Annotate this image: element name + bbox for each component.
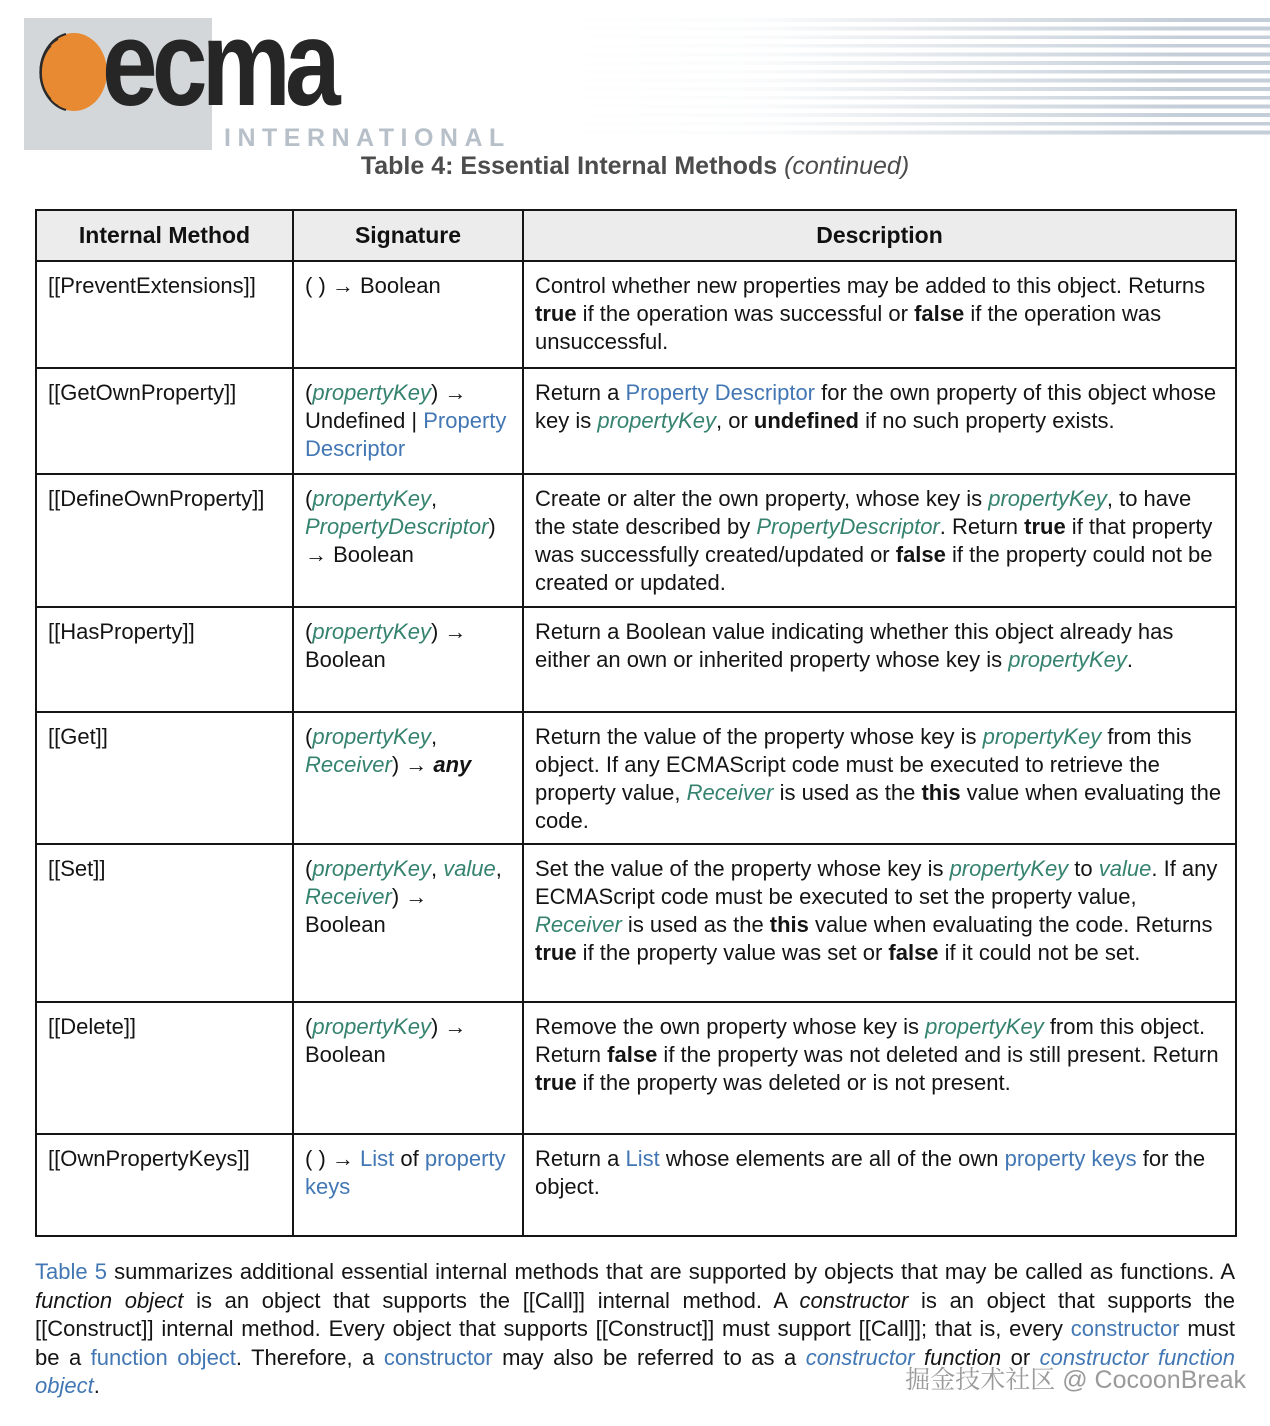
text-segment: . Therefore, a xyxy=(235,1344,384,1370)
text-segment: if it could not be set. xyxy=(938,940,1141,965)
cell-signature xyxy=(293,261,523,368)
spec-link[interactable]: List xyxy=(625,1146,660,1171)
text-segment: propertyKey xyxy=(312,619,431,644)
ecma-logo-globe-icon xyxy=(36,30,110,119)
cell-internal-method: [[HasProperty]] xyxy=(36,607,293,712)
text-segment: false xyxy=(607,1042,658,1067)
spec-link[interactable]: property keys xyxy=(305,1146,506,1199)
column-header-signature: Signature xyxy=(293,210,523,261)
text-segment: propertyKey xyxy=(949,856,1069,881)
text-segment: if the operation was successful or xyxy=(576,301,915,326)
text-segment: Create or alter the own property, whose key is xyxy=(535,486,989,511)
cell-description xyxy=(523,607,1236,712)
table-caption-title: Table 4: Essential Internal Methods xyxy=(360,152,778,180)
watermark: 掘金技术社区 @ CocoonBreak xyxy=(905,1366,1246,1394)
text-segment: Set the value of the property whose key is xyxy=(535,856,950,881)
cell-description xyxy=(523,474,1236,607)
text-segment: this xyxy=(921,780,961,805)
page-header xyxy=(0,0,1270,209)
text-segment: , to have the state described by xyxy=(535,486,1192,539)
text-segment: of xyxy=(394,1146,425,1171)
table-row xyxy=(36,368,1236,474)
spec-link[interactable]: constructor xyxy=(383,1344,493,1370)
table-row xyxy=(36,607,1236,712)
text-segment: is an object that supports the [[Call]] internal method. A xyxy=(183,1287,800,1313)
spec-link[interactable]: constructor xyxy=(805,1344,915,1370)
text-segment: if the property could not be created or updated. xyxy=(535,542,1213,595)
text-segment: summarizes additional essential internal methods that are supported by objects that may be called as functions. A xyxy=(106,1259,1235,1284)
text-segment: propertyKey xyxy=(312,1014,431,1039)
text-segment: ( xyxy=(305,619,313,644)
text-segment: undefined xyxy=(753,408,859,433)
text-segment: value when evaluating the code. Returns xyxy=(808,912,1213,937)
cell-internal-method: [[DefineOwnProperty]] xyxy=(36,474,293,607)
cell-signature xyxy=(293,1002,523,1134)
text-segment: , xyxy=(495,856,502,881)
table-row xyxy=(36,474,1236,607)
text-segment: if the operation was unsuccessful. xyxy=(535,301,1162,354)
text-segment: false xyxy=(914,301,965,326)
cell-internal-method: [[GetOwnProperty]] xyxy=(36,368,293,474)
text-segment: , or xyxy=(715,408,754,433)
text-segment: . xyxy=(93,1373,100,1398)
text-segment: this xyxy=(769,912,809,937)
text-segment: Receiver xyxy=(305,752,392,777)
text-segment: may also be referred to as a xyxy=(492,1344,806,1370)
text-segment: Remove the own property whose key is xyxy=(535,1014,926,1039)
text-segment: if the property was not deleted and is still present. Return xyxy=(657,1042,1219,1067)
text-segment: propertyKey xyxy=(312,724,431,749)
text-segment: propertyKey xyxy=(982,724,1102,749)
cell-internal-method: [[PreventExtensions]] xyxy=(36,261,293,368)
text-segment: ) → Undefined | xyxy=(305,380,467,433)
cell-description xyxy=(523,1002,1236,1134)
cell-description xyxy=(523,368,1236,474)
spec-link[interactable]: Property Descriptor xyxy=(625,380,816,405)
spec-link[interactable]: function object xyxy=(90,1344,236,1370)
text-segment: is used as the xyxy=(773,780,922,805)
text-segment: propertyKey xyxy=(312,486,431,511)
text-segment: Receiver xyxy=(535,912,622,937)
text-segment: if that property was successfully created/updated or xyxy=(535,514,1213,567)
spec-link[interactable]: constructor xyxy=(1070,1316,1180,1341)
cell-signature xyxy=(293,368,523,474)
cell-internal-method: [[OwnPropertyKeys]] xyxy=(36,1134,293,1236)
text-segment: true xyxy=(535,940,577,965)
text-segment: ) → Boolean xyxy=(305,884,428,937)
table-row xyxy=(36,712,1236,844)
text-segment: if the property was deleted or is not present. xyxy=(576,1070,1011,1095)
cell-signature xyxy=(293,844,523,1002)
text-segment: for the object. xyxy=(535,1146,1206,1199)
text-segment: is an object that supports the [[Construct]] internal method. Every object that supports [[Construct]] must support [[Call]]; that is, every xyxy=(35,1287,1236,1341)
text-segment: or xyxy=(1001,1344,1040,1370)
text-segment: true xyxy=(535,301,577,326)
text-segment: true xyxy=(535,1070,577,1095)
text-segment: Receiver xyxy=(686,780,774,805)
text-segment: , xyxy=(430,856,444,881)
decorative-stripes xyxy=(565,18,1270,139)
table-row xyxy=(36,844,1236,1002)
text-segment: ( ) → Boolean xyxy=(305,273,441,298)
text-segment: ( xyxy=(305,1014,313,1039)
text-segment: from this object. Return xyxy=(535,1014,1206,1067)
ecma-logo-subtitle: INTERNATIONAL xyxy=(224,124,511,152)
text-segment: propertyKey xyxy=(312,380,431,405)
cell-internal-method: [[Get]] xyxy=(36,712,293,844)
internal-methods-table xyxy=(35,209,1237,1237)
text-segment: , xyxy=(430,724,438,749)
text-segment: ( xyxy=(305,380,313,405)
text-segment: if no such property exists. xyxy=(859,408,1115,433)
ecma-logo-wordmark: ecma xyxy=(102,0,335,131)
table-header-row xyxy=(36,210,1236,261)
text-segment: Return a Boolean value indicating whether this object already has either an own or inherited property whose key is xyxy=(535,619,1174,672)
text-segment: ) → Boolean xyxy=(305,619,467,672)
text-segment: . xyxy=(1126,647,1133,672)
cell-description xyxy=(523,261,1236,368)
text-segment: must be a xyxy=(35,1316,1235,1370)
text-segment: ( xyxy=(305,486,313,511)
text-segment: ) → Boolean xyxy=(305,514,496,567)
text-segment: propertyKey xyxy=(1008,647,1127,672)
text-segment: ) → Boolean xyxy=(305,1014,467,1067)
cell-signature xyxy=(293,607,523,712)
text-segment: propertyKey xyxy=(988,486,1107,511)
cell-internal-method: [[Set]] xyxy=(36,844,293,1002)
table-caption-continued: (continued) xyxy=(777,152,910,180)
cell-signature xyxy=(293,474,523,607)
text-segment: Receiver xyxy=(305,884,392,909)
cell-signature xyxy=(293,1134,523,1236)
text-segment: PropertyDescriptor xyxy=(305,514,489,539)
column-header-internal-method: Internal Method xyxy=(36,210,293,261)
text-segment: ( ) → xyxy=(305,1146,360,1171)
text-segment: ) → xyxy=(391,752,434,777)
text-segment: ( xyxy=(305,856,313,881)
text-segment: propertyKey xyxy=(925,1014,1044,1039)
text-segment: true xyxy=(1024,514,1066,539)
text-segment: value xyxy=(1098,856,1152,881)
text-segment: propertyKey xyxy=(597,408,716,433)
text-segment: propertyKey xyxy=(312,856,431,881)
text-segment: whose elements are all of the own xyxy=(659,1146,1005,1171)
text-segment: for the own property of this object whose key is xyxy=(535,380,1217,433)
cell-description xyxy=(523,712,1236,844)
text-segment: if the property value was set or xyxy=(576,940,889,965)
spec-link[interactable]: List xyxy=(360,1146,395,1171)
table-caption xyxy=(0,152,1270,181)
text-segment: , xyxy=(430,486,438,511)
cell-description xyxy=(523,1134,1236,1236)
cell-internal-method: [[Delete]] xyxy=(36,1002,293,1134)
text-segment: constructor xyxy=(799,1287,909,1313)
text-segment: false xyxy=(888,940,939,965)
text-segment: is used as the xyxy=(621,912,770,937)
text-segment: . Return xyxy=(939,514,1025,539)
spec-link[interactable]: Property Descriptor xyxy=(305,408,507,461)
text-segment: function xyxy=(914,1344,1002,1370)
text-segment: any xyxy=(433,752,472,777)
column-header-description: Description xyxy=(523,210,1236,261)
table-row xyxy=(36,261,1236,368)
text-segment: from this object. If any ECMAScript code must be executed to retrieve the property value, xyxy=(535,724,1192,805)
spec-link[interactable]: property keys xyxy=(1004,1146,1137,1171)
table-row xyxy=(36,1002,1236,1134)
text-segment: . If any ECMAScript code must be executed to set the property value, xyxy=(535,856,1218,909)
text-segment: ( xyxy=(305,724,313,749)
text-segment: Return the value of the property whose key is xyxy=(535,724,983,749)
text-segment: value xyxy=(443,856,496,881)
text-segment: Return a xyxy=(535,380,626,405)
spec-link[interactable]: Table 5 xyxy=(35,1259,107,1284)
text-segment: Control whether new properties may be added to this object. Returns xyxy=(535,273,1206,298)
table-row xyxy=(36,1134,1236,1236)
spec-link[interactable]: constructor function object xyxy=(35,1344,1236,1398)
text-segment: function object xyxy=(35,1287,184,1313)
text-segment: value when evaluating the code. xyxy=(535,780,1222,833)
cell-description xyxy=(523,844,1236,1002)
cell-signature xyxy=(293,712,523,844)
text-segment: false xyxy=(895,542,946,567)
text-segment: to xyxy=(1068,856,1099,881)
text-segment: Return a xyxy=(535,1146,626,1171)
text-segment: PropertyDescriptor xyxy=(756,514,940,539)
